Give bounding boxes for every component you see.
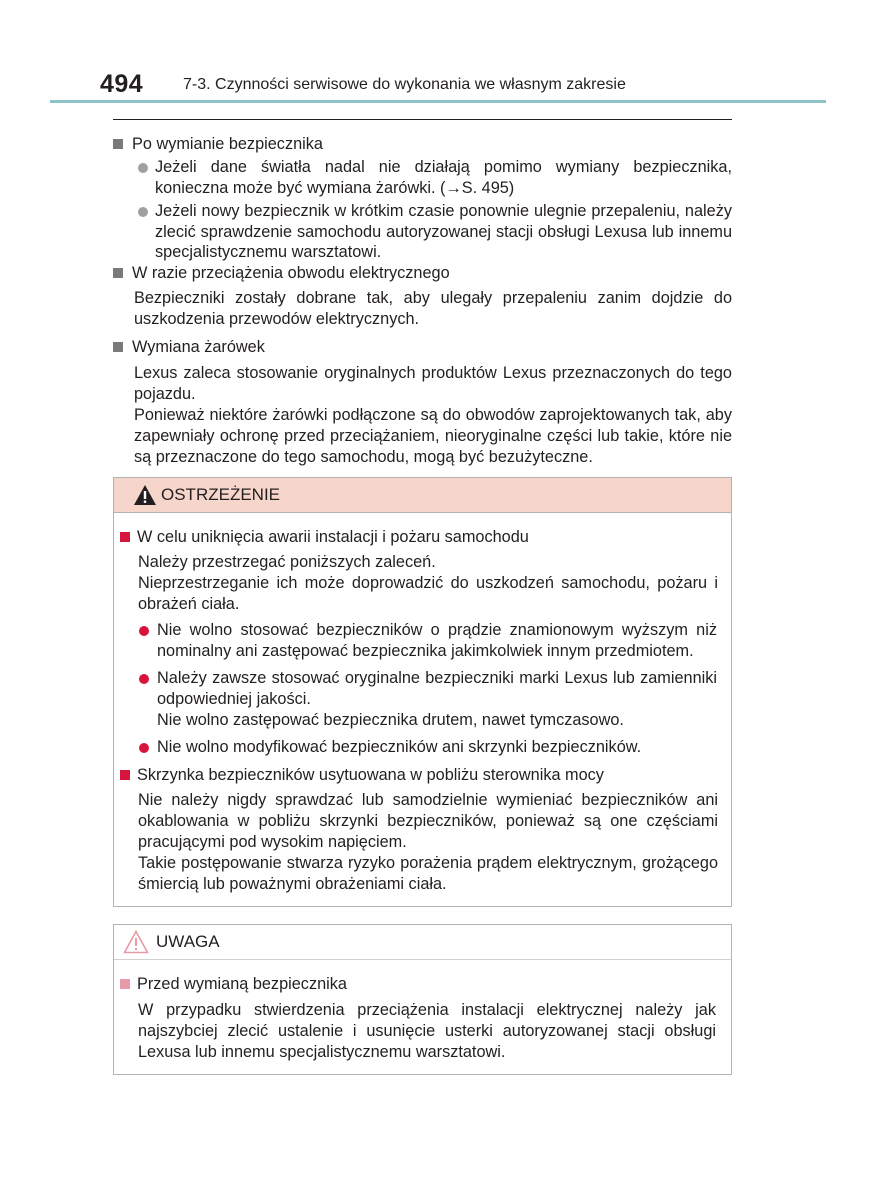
section-marker-icon <box>113 139 123 149</box>
bullet-icon <box>139 674 149 684</box>
section-marker-icon <box>113 342 123 352</box>
warning-title: OSTRZEŻENIE <box>161 485 281 504</box>
caution-triangle-icon <box>123 930 149 954</box>
caution-marker-icon <box>120 979 130 989</box>
content-rule <box>113 119 732 120</box>
section-marker-icon <box>113 268 123 278</box>
bullet-icon <box>139 743 149 753</box>
header-rule <box>50 100 826 103</box>
warning-section-heading: Skrzynka bezpieczników usytuowana w pobliżu sterownika mocy <box>120 765 604 785</box>
list-item: Nie wolno modyfikować bezpieczników ani skrzynki bezpieczników. <box>157 737 717 758</box>
section-heading: Wymiana żarówek <box>113 337 265 357</box>
warning-marker-icon <box>120 532 130 542</box>
page-number: 494 <box>100 70 144 98</box>
list-item: Nie wolno stosować bezpieczników o prądzie znamionowym wyższym niż nominalny ani zastępować bezpiecznika jakimkolwiek innym przedmiotem. <box>157 620 717 661</box>
paragraph: Takie postępowanie stwarza ryzyko porażenia prądem elektrycznym, grożącego śmiercią lub poważnymi obrażeniami ciała. <box>138 854 718 893</box>
bullet-icon <box>138 163 148 173</box>
bullet-icon <box>138 207 148 217</box>
chapter-title: 7-3. Czynności serwisowe do wykonania we własnym zakresie <box>183 76 626 93</box>
paragraph: W przypadku stwierdzenia przeciążenia instalacji elektrycznej należy jak najszybciej zlecić ustalenie i usunięcie usterki autoryzowanej stacji obsługi Lexusa lub innemu specjalistycznemu warsztatowi. <box>138 1001 716 1061</box>
warning-header <box>114 478 731 513</box>
section-heading: W razie przeciążenia obwodu elektrycznego <box>113 263 450 283</box>
warning-section-heading: W celu uniknięcia awarii instalacji i pożaru samochodu <box>120 527 529 547</box>
list-item: Jeżeli nowy bezpiecznik w krótkim czasie ponownie ulegnie przepaleniu, należy zlecić sprawdzenie samochodu autoryzowanej stacji obsługi Lexusa lub innemu specjalistycznemu warsztatowi. <box>155 201 732 263</box>
paragraph: Ponieważ niektóre żarówki podłączone są do obwodów zaprojektowanych tak, aby zapewniały ochronę przed przeciążaniem, nieoryginalne części lub takie, które nie są przeznaczone do tego samochodu, mogą być bezużyteczne. <box>134 406 732 466</box>
caution-section-heading: Przed wymianą bezpiecznika <box>120 974 347 994</box>
list-item: Jeżeli dane światła nadal nie działają pomimo wymiany bezpiecznika, konieczna może być wymiana żarówki. (→S. 495) <box>155 157 732 198</box>
paragraph: Należy przestrzegać poniższych zaleceń. <box>138 553 436 571</box>
caution-title: UWAGA <box>156 932 220 951</box>
section-heading: Po wymianie bezpiecznika <box>113 134 323 154</box>
paragraph: Lexus zaleca stosowanie oryginalnych produktów Lexus przeznaczonych do tego pojazdu. <box>134 364 732 403</box>
list-item: Należy zawsze stosować oryginalne bezpieczniki marki Lexus lub zamienniki odpowiedniej jakości. <box>157 668 717 709</box>
warning-triangle-icon <box>133 484 157 506</box>
paragraph: Nieprzestrzeganie ich może doprowadzić do uszkodzeń samochodu, pożaru i obrażeń ciała. <box>138 574 718 613</box>
warning-marker-icon <box>120 770 130 780</box>
bullet-icon <box>139 626 149 636</box>
paragraph: Nie wolno zastępować bezpiecznika drutem, nawet tymczasowo. <box>157 711 624 729</box>
paragraph: Nie należy nigdy sprawdzać lub samodzielnie wymieniać bezpieczników ani okablowania w pobliżu skrzynki bezpieczników, ponieważ są one częściami pracującymi pod wysokim napięciem. <box>138 791 718 851</box>
paragraph: Bezpieczniki zostały dobrane tak, aby ulegały przepaleniu zanim dojdzie do uszkodzenia przewodów elektrycznych. <box>134 289 732 328</box>
caution-header <box>114 925 731 960</box>
